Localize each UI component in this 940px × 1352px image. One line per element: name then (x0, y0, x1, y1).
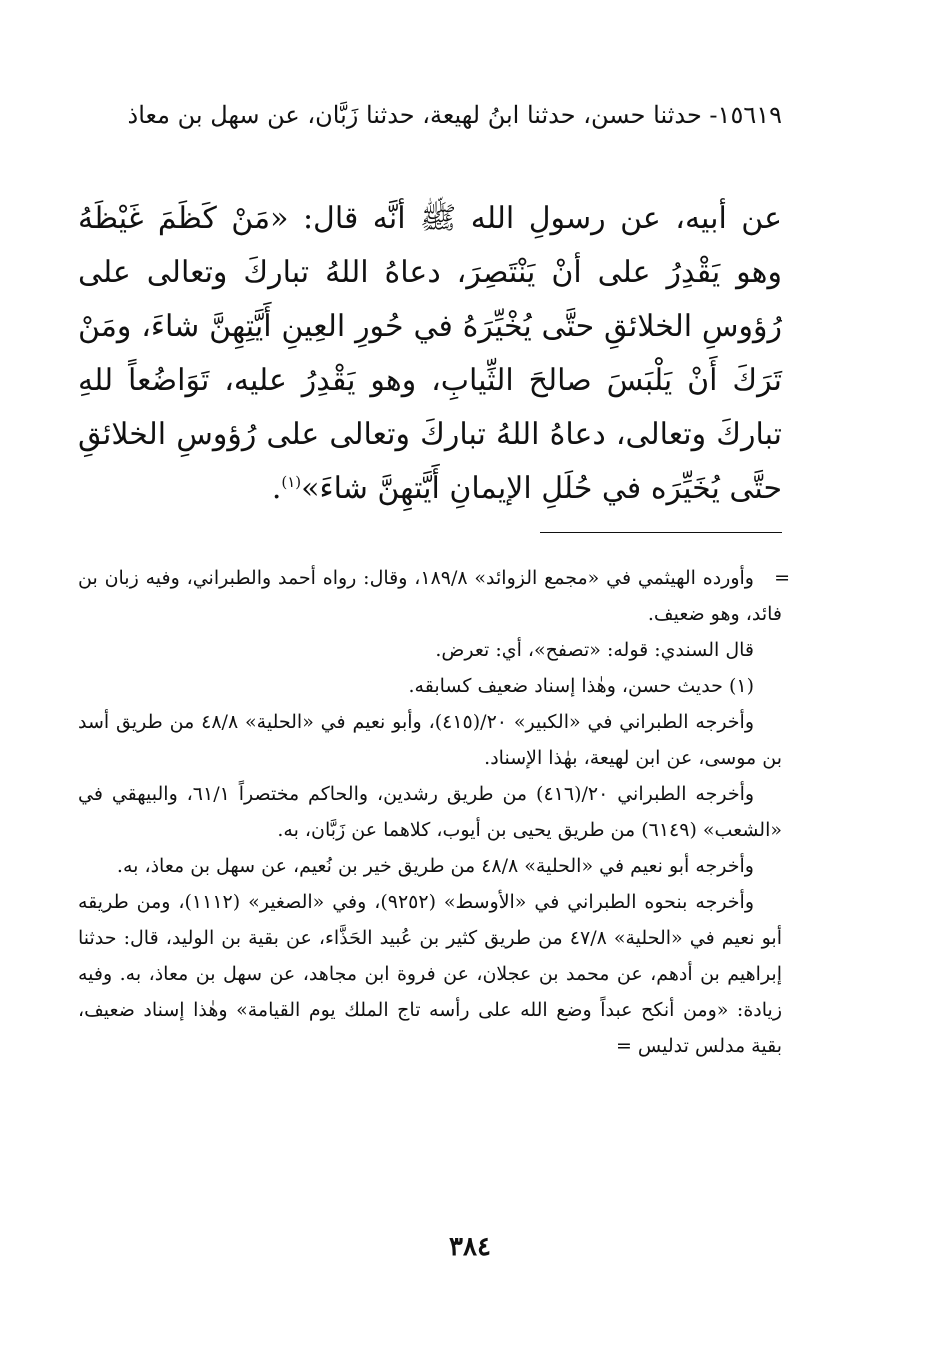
footnote-divider (540, 532, 782, 533)
hadith-header (78, 92, 782, 138)
hadith-matn: عن أبيه، عن رسولِ الله ﷺ أنَّه قال: «مَنْ كَظَمَ غَيْظَهُ وهو يَقْدِرُ على أنْ يَنْتَصِرَ، دعاهُ اللهُ تباركَ وتعالى على رُؤوسِ الخلائقِ حتَّى يُخْيِّرَهُ في حُورِ العِينِ أَيَّتِهِنَّ شاءَ، ومَنْ تَرَكَ أَنْ يَلْبَسَ صالحَ الثِّيابِ، وهو يَقْدِرُ عليه، تَوَاضُعاً للهِ تباركَ وتعالى، دعاهُ اللهُ تباركَ وتعالى على رُؤوسِ الخلائقِ حتَّى يُخَيِّرَه في حُلَلِ الإيمانِ أَيَّتهِنَّ شاءَ» (78, 201, 782, 506)
hadith-text (78, 192, 782, 516)
hadith-isnad: ١٥٦١٩- حدثنا حسن، حدثنا ابنُ لهيعة، حدثنا زَبَّان، عن سهل بن معاذ (127, 101, 782, 129)
footnote-paragraph: (١) حديث حسن، وهٰذا إسناد ضعيف كسابقه. (408, 675, 754, 697)
continuation-mark: = (774, 567, 790, 589)
footnote-paragraph: وأخرجه الطبراني في «الكبير» ٢٠/(٤١٥)، وأبو نعيم في «الحلية» ٤٨/٨ من طريق أسد بن موسى، عن ابن لهيعة، بهٰذا الإسناد. (78, 711, 782, 769)
footnote-reference: (١) (281, 473, 302, 491)
footnotes-section (78, 560, 790, 1064)
end-punctuation: . (271, 471, 282, 506)
footnote-paragraph: قال السندي: قوله: «تصفح»، أي: تعرض. (435, 639, 754, 661)
footnote-paragraph: وأخرجه أبو نعيم في «الحلية» ٤٨/٨ من طريق خير بن نُعيم، عن سهل بن معاذ، به. (116, 855, 754, 877)
footnote-paragraph: وأخرجه بنحوه الطبراني في «الأوسط» (٩٢٥٢)، وفي «الصغير» (١١١٢)، ومن طريقه أبو نعيم في «الحلية» ٤٧/٨ من طريق كثير بن عُبيد الحَذَّاء، عن بقية بن الوليد، قال: حدثنا إبراهيم بن أدهم، عن محمد بن عجلان، عن فروة ابن مجاهد، عن سهل بن معاذ، به. وفيه زيادة: «ومن أنكح عبداً وضع الله على رأسه تاج الملك يوم القيامة» وهٰذا إسناد ضعيف، بقية مدلس تدليس = (78, 891, 782, 1057)
page-number: ٣٨٤ (449, 1232, 491, 1262)
footnote-paragraph: وأورده الهيثمي في «مجمع الزوائد» ١٨٩/٨، وقال: رواه أحمد والطبراني، وفيه زبان بن فائد، وهو ضعيف. (78, 567, 782, 625)
footnote-paragraph: وأخرجه الطبراني ٢٠/(٤١٦) من طريق رشدين، والحاكم مختصراً ٦١/١، والبيهقي في «الشعب» (٦١٤٩) من طريق يحيى بن أيوب، كلاهما عن زَبَّان، به. (78, 783, 782, 841)
